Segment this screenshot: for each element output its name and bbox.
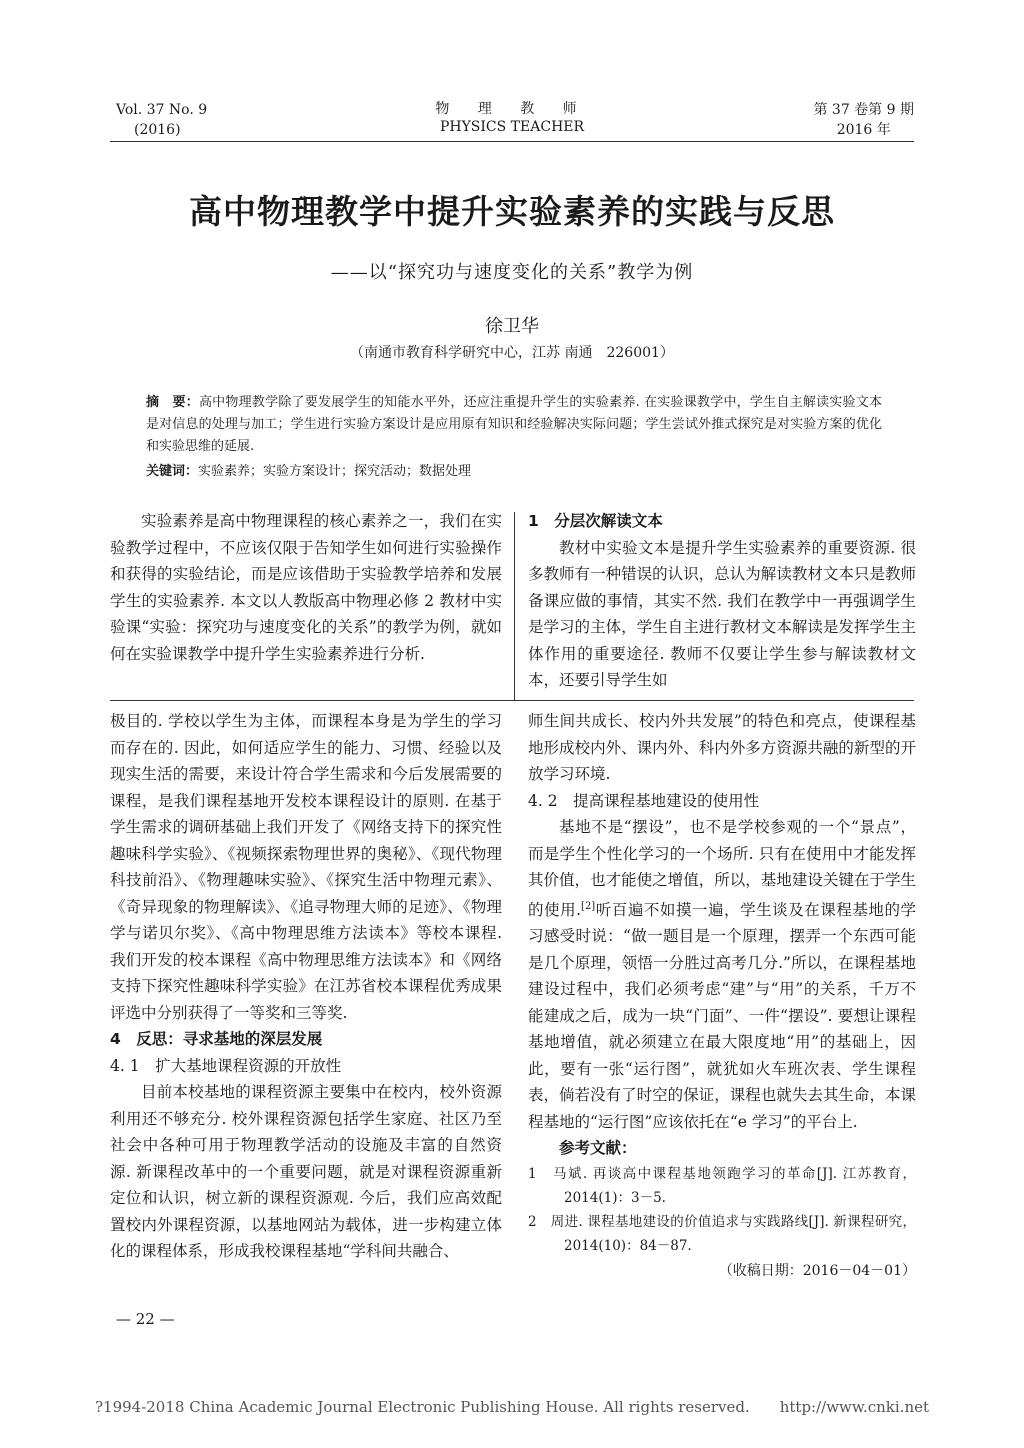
volume-line: Vol. 37 No. 9: [116, 102, 208, 118]
keywords-label: 关键词：: [146, 464, 199, 479]
bottom-left-column: [110, 708, 502, 1265]
abstract-label: 摘 要：: [146, 395, 199, 410]
copyright-footer: ?1994-2018 China Academic Journal Electronic Publishing House. All rights reserved. http://www.cnki.net: [94, 1398, 930, 1416]
author-affiliation: （南通市教育科学研究中心，江苏 南通 226001）: [350, 345, 674, 361]
abstract-text: 高中物理教学除了要发展学生的知能水平外，还应注重提升学生的实验素养. 在实验课教学中，学生自主解读实验文本是对信息的处理与加工；学生进行实验方案设计是应用原有知识和经验解决实际问题；学生尝试外推式探究是对实验方案的优化和实验思维的延展.: [146, 395, 882, 454]
section-1-paragraph: 教材中实验文本是提升学生实验素养的重要资源. 很多教师有一种错误的认识，总认为解读教材文本只是教师备课应做的事情，其实不然. 我们在教学中一再强调学生是学习的主体，学生自主进行教材文本解读是发挥学生主体作用的重要途径. 教师不仅要让学生参与解读教材文本，还要引导学生如: [528, 538, 916, 689]
continued-paragraph-right: 师生间共成长、校内外共发展”的特色和亮点，使课程基地形成校内外、课内外、科内外多方资源共融的新型的开放学习环境.: [528, 712, 916, 783]
subsection-4-1-paragraph: 目前本校基地的课程资源主要集中在校内，校外资源利用还不够充分. 校外课程资源包括学生家庭、社区乃至社会中各种可用于物理教学活动的设施及丰富的自然资源. 新课程改革中的一个重要问题，就是对课程资源重新定位和认识，树立新的课程资源观. 今后，我们应高效配置校内外课程资源，以基地网站为载体，进一步构建立体化的课程体系，形成我校课程基地“学科间共融合、: [110, 1083, 502, 1260]
bottom-right-column: [528, 708, 916, 1284]
references-heading: 参考文献：: [559, 1139, 637, 1158]
top-right-column: [528, 508, 916, 694]
keywords-text: 实验素养；实验方案设计；探究活动；数据处理: [198, 464, 472, 479]
article-title: 高中物理教学中提升实验素养的实践与反思: [189, 192, 835, 231]
year-line: (2016): [134, 122, 181, 138]
subsection-heading-4-1: 4. 1 扩大基地课程资源的开放性: [110, 1056, 342, 1075]
issue-line: 第 37 卷第 9 期: [813, 102, 914, 118]
header-divider: [110, 141, 914, 142]
page-number: — 22 —: [116, 1310, 175, 1328]
continued-paragraph: 极目的. 学校以学生为主体，而课程本身是为学生的学习而存在的. 因此，如何适应学生的能力、习惯、经验以及现实生活的需要，来设计符合学生需求和今后发展需要的课程，是我们课程基地开发校本课程设计的原则. 在基于学生需求的调研基础上我们开发了《网络支持下的探究性趣味科学实验》、《视频探索物理世界的奥秘》、《现代物理科技前沿》、《物理趣味实验》、《探究生活中物理元素》、《奇异现象的物理解读》、《追寻物理大师的足迹》、《物理学与诺贝尔奖》、《高中物理思维方法读本》等校本课程. 我们开发的校本课程《高中物理思维方法读本》和《网络支持下探究性趣味科学实验》在江苏省校本课程优秀成果评选中分别获得了一等奖和三等奖.: [110, 712, 502, 1022]
journal-name: [380, 100, 644, 136]
reference-item: 1 马斌. 再谈高中课程基地领跑学习的革命[J]. 江苏教育，2014(1)：3－5.: [528, 1165, 916, 1206]
issue-year: 2016 年: [836, 122, 891, 138]
reference-item: 2 周进. 课程基地建设的价值追求与实践路线[J]. 新课程研究，2014(10)：84－87.: [528, 1213, 916, 1254]
intro-paragraph: 实验素养是高中物理课程的核心素养之一，我们在实验教学过程中，不应该仅限于告知学生如何进行实验操作和获得的实验结论，而是应该借助于实验教学培养和发展学生的实验素养. 本文以人教版高中物理必修 2 教材中实验课“实验：探究功与速度变化的关系”的教学为例，就如何在实验课教学中提升学生实验素养进行分析.: [110, 512, 502, 663]
citation-marker: [2]: [581, 900, 596, 912]
journal-name-en: PHYSICS TEACHER: [439, 119, 585, 135]
paragraph-part-a: 基地不是“摆设”，也不是学校参观的一个“景点”，而是学生个性化学习的一个场所. 只有在使用中才能发挥其价值，也才能使之增值，所以，基地建设关键在于学生的使用.: [528, 818, 916, 919]
article-subtitle: ——以“探究功与速度变化的关系”教学为例: [330, 262, 694, 283]
paragraph-part-b: 听百遍不如摸一遍，学生谈及在课程基地的学习感受时说：“做一题目是一个原理，摆弄一个东西可能是几个原理，领悟一分胜过高考几分.”所以，在课程基地建设过程中，我们必须考虑“建”与“用”的关系，千万不能建成之后，成为一块“门面”、一件“摆设”. 要想让课程基地增值，就必须建立在最大限度地“用”的基础上，因此，要有一张“运行图”，就犹如火车班次表、学生课程表，倘若没有了时空的保证，课程也就失去其生命，本课程基地的“运行图”应该依托在“e 学习”的平台上.: [528, 900, 916, 1131]
journal-name-cn: 物 理 教 师: [435, 101, 589, 117]
section-heading-4: 4 反思：寻求基地的深层发展: [110, 1030, 323, 1048]
section-heading-1: 1 分层次解读文本: [528, 512, 663, 530]
author-name: 徐卫华: [485, 316, 539, 337]
top-left-column: [110, 508, 502, 667]
subsection-4-2-paragraph: [528, 814, 916, 1135]
section-divider: [110, 700, 914, 701]
column-divider: [514, 512, 515, 700]
received-date: （收稿日期：2016－04－01）: [718, 1262, 916, 1279]
volume-info: [116, 100, 207, 140]
subsection-heading-4-2: 4. 2 提高课程基地建设的使用性: [528, 791, 760, 810]
abstract: [146, 392, 882, 458]
keywords: [146, 462, 882, 482]
issue-info: [813, 100, 914, 140]
